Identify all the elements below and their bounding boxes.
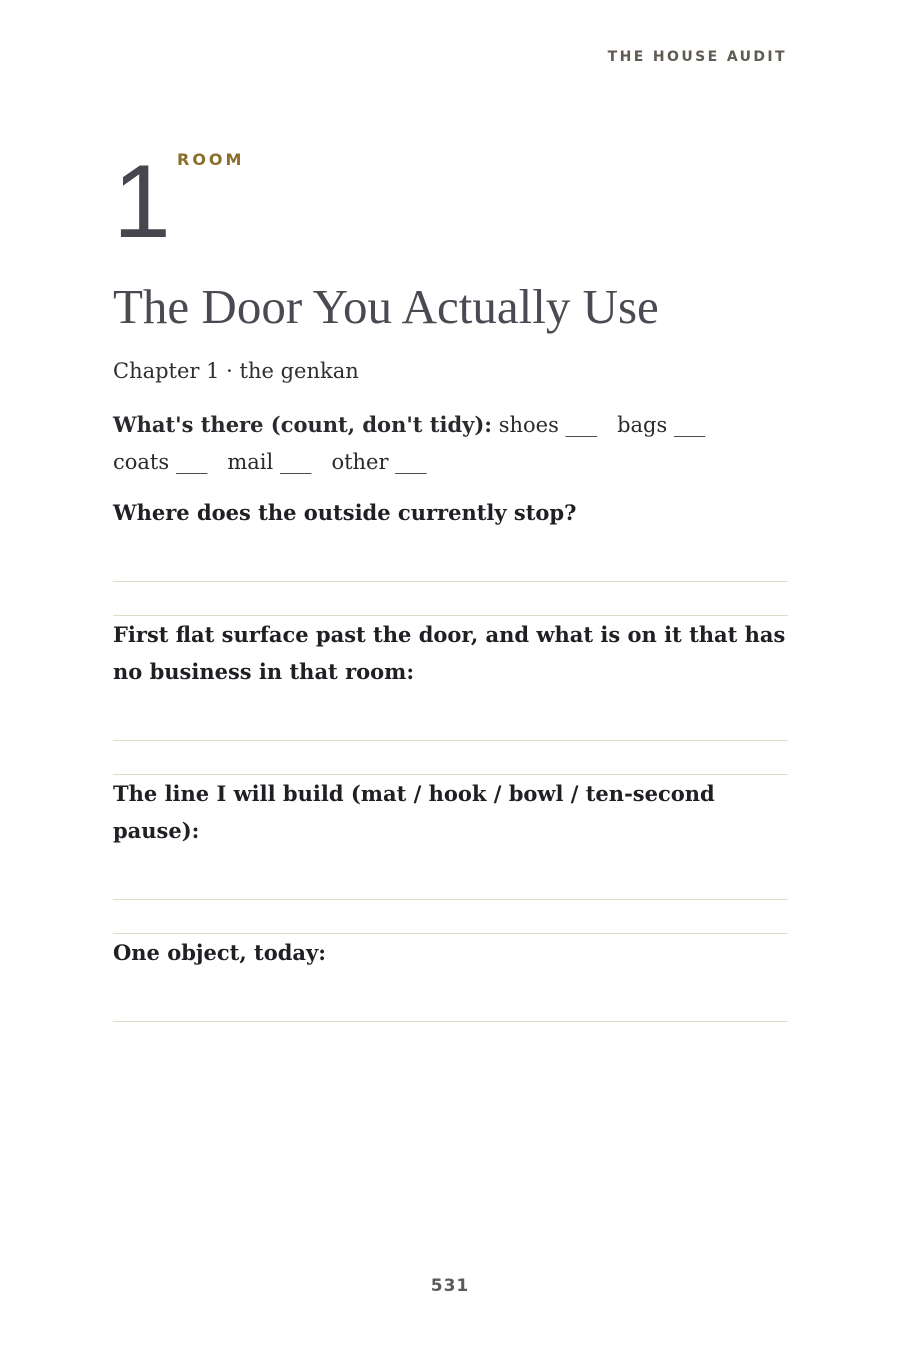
chapter-subtitle: Chapter 1 · the genkan <box>113 359 359 383</box>
prompt-outside-stop: Where does the outside currently stop? <box>113 500 577 525</box>
count-checklist <box>113 406 803 481</box>
count-item-shoes: shoes ___ <box>498 413 598 437</box>
answer-line <box>113 740 788 741</box>
room-number: 1 <box>113 144 171 260</box>
count-item-other: other ___ <box>331 450 427 474</box>
count-item-mail: mail ___ <box>227 450 312 474</box>
room-label: ROOM <box>177 150 245 169</box>
count-item-bags: bags ___ <box>617 413 706 437</box>
count-item-coats: coats ___ <box>113 450 208 474</box>
count-checklist-lead: What's there (count, don't tidy): <box>113 412 493 437</box>
prompt-line-to-build: The line I will build (mat / hook / bowl / ten-second pause): <box>113 781 715 843</box>
answer-line <box>113 1021 788 1022</box>
chapter-title: The Door You Actually Use <box>113 279 659 334</box>
prompt-first-surface: First flat surface past the door, and what is on it that has no business in that room: <box>113 622 786 684</box>
answer-line <box>113 899 788 900</box>
running-head: THE HOUSE AUDIT <box>607 49 787 65</box>
answer-line <box>113 581 788 582</box>
page-number: 531 <box>430 1276 470 1296</box>
prompt-one-object: One object, today: <box>113 940 326 965</box>
